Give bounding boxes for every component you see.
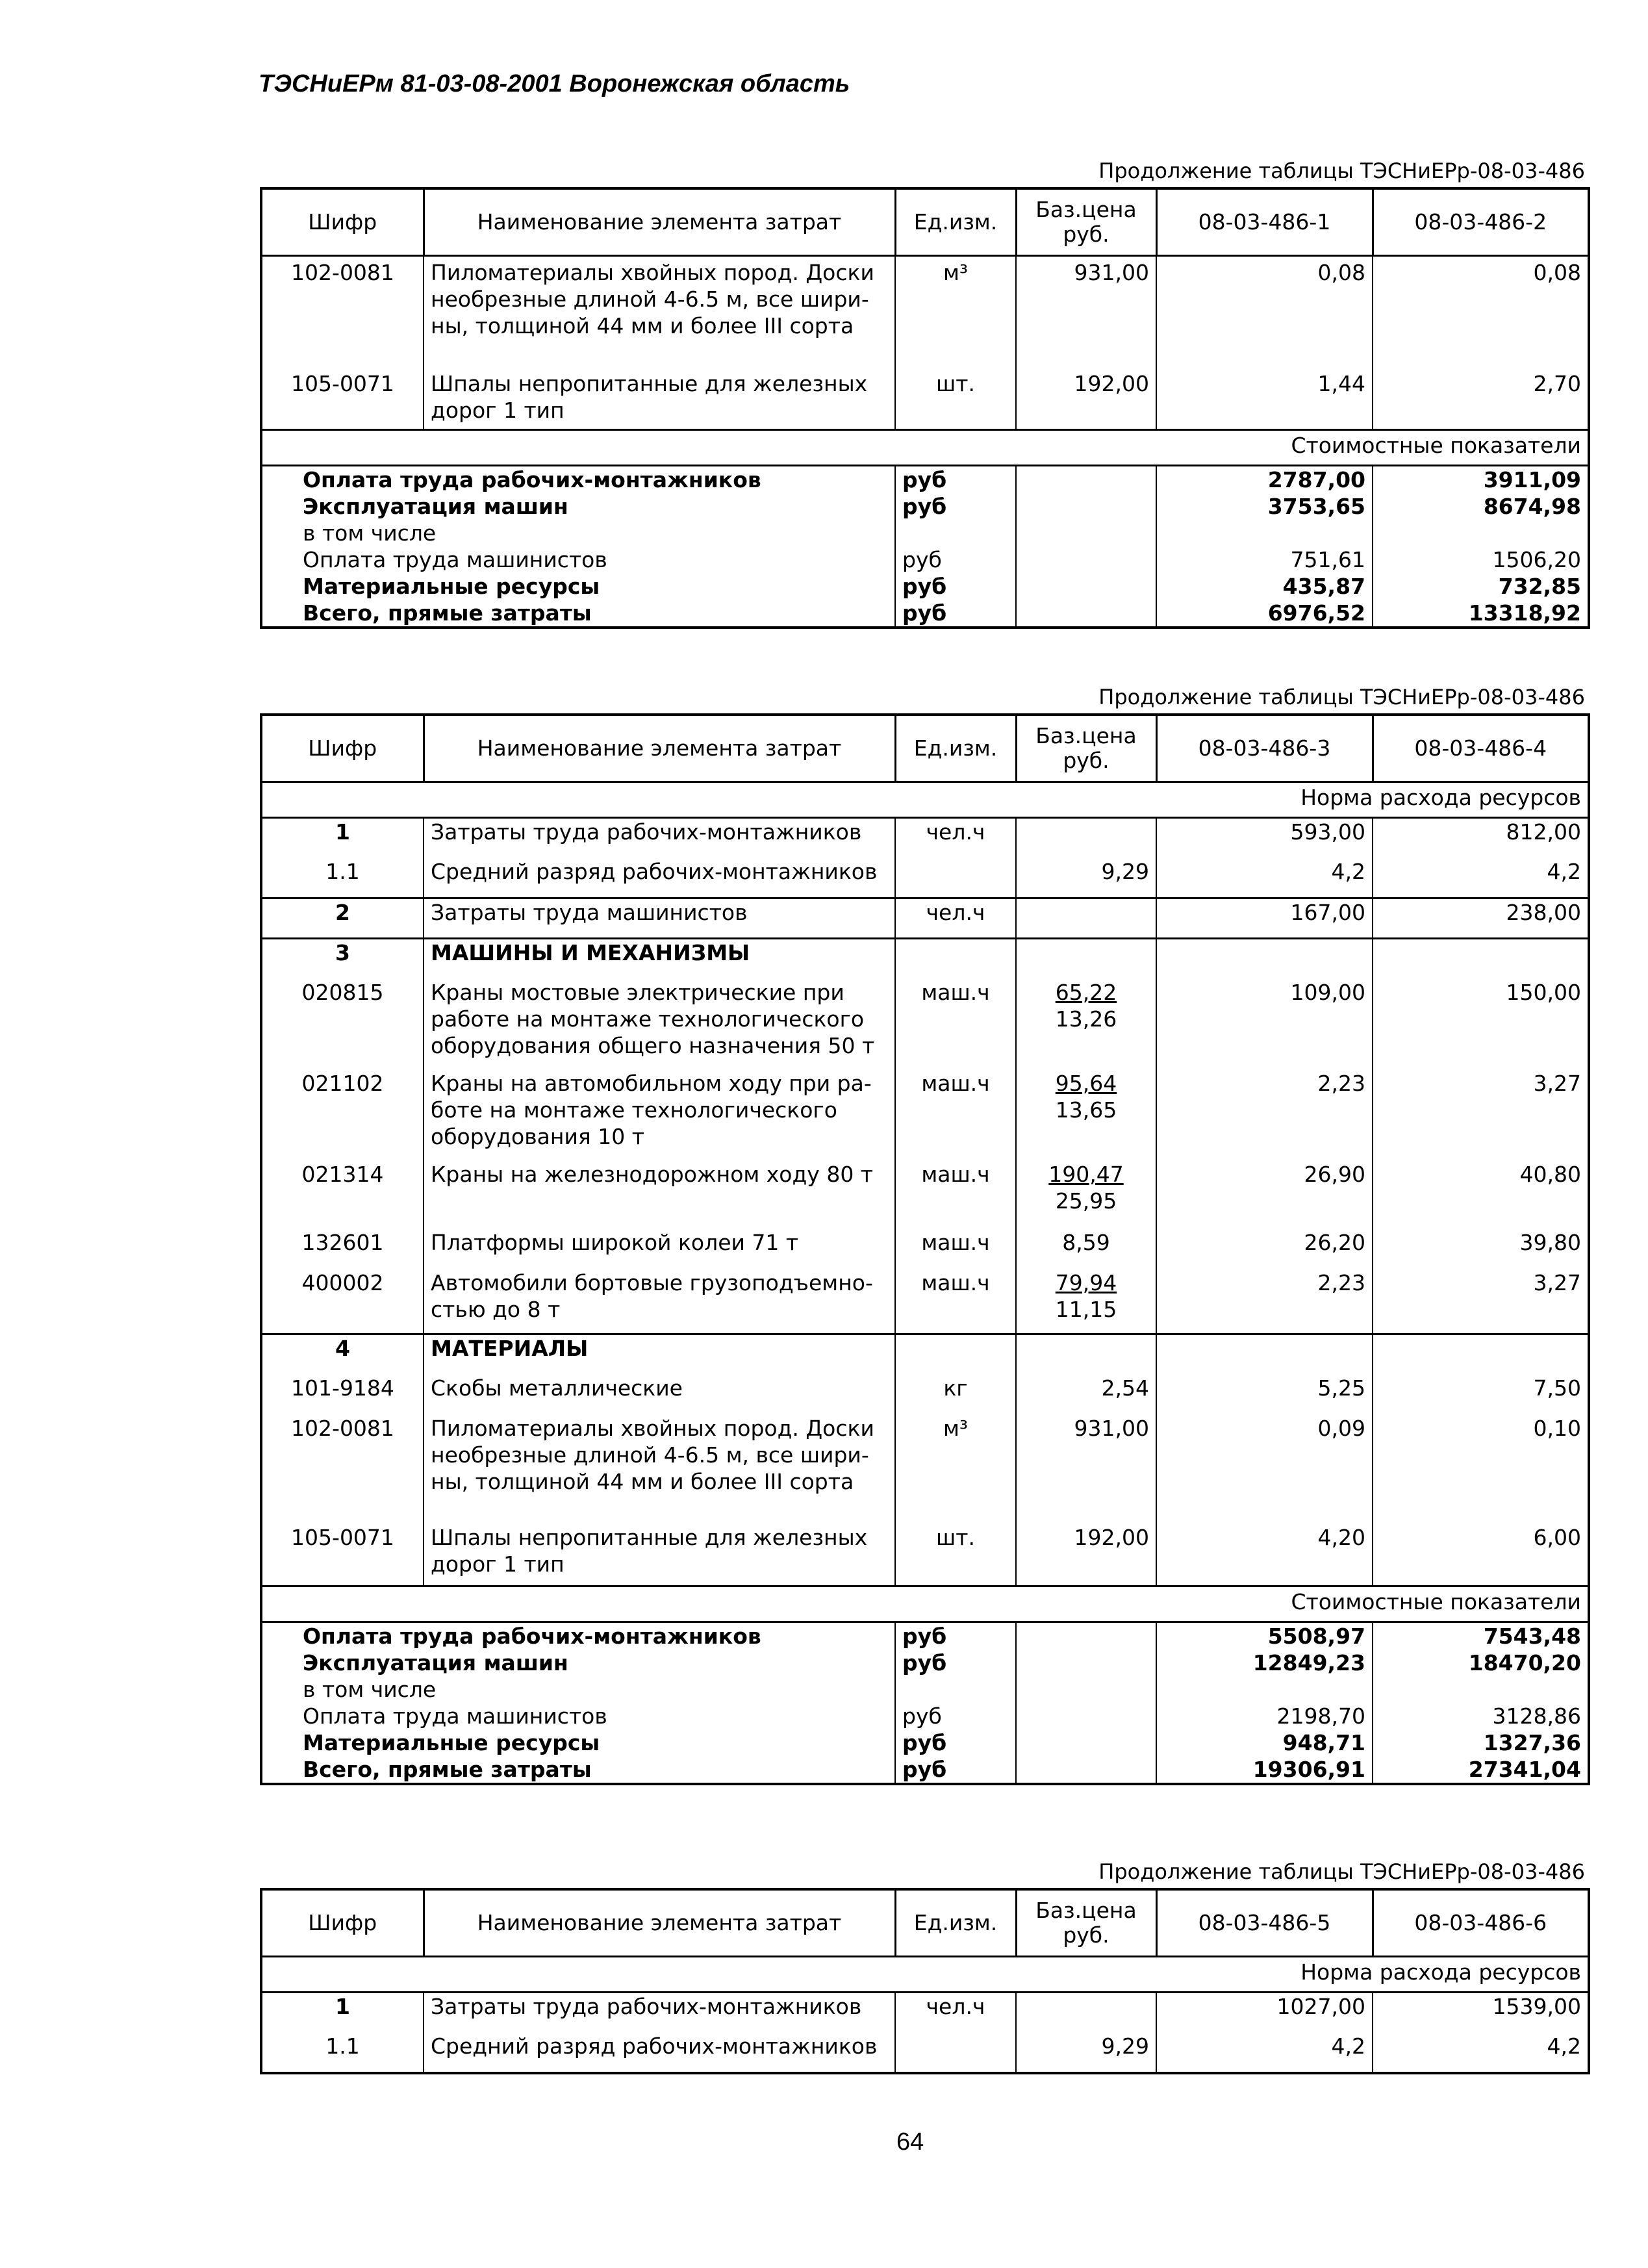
summary-row: [261, 1729, 1589, 1756]
row-code: 020815: [301, 979, 384, 1005]
row-code: 132601: [301, 1229, 384, 1255]
row-name: Пиломатериалы хвойных пород. Доски необрезные длиной 4-6.5 м, все шири- ны, толщиной 44 мм и более III сорта: [424, 256, 895, 370]
row-unit: чел.ч: [895, 898, 1016, 939]
row-value-a: 4,2: [1156, 2033, 1373, 2073]
resource-table-2: [260, 713, 1590, 1785]
column-header-price: Баз.цена руб.: [1016, 1889, 1156, 1957]
section-heading-row: [261, 1334, 1589, 1375]
row-code: 1: [261, 1993, 424, 2033]
table-continuation-caption: Продолжение таблицы ТЭСНиЕРр-08-03-486: [1098, 685, 1585, 709]
row-value-a: 26,20: [1156, 1229, 1373, 1269]
row-code: 105-0071: [291, 370, 394, 396]
summary-unit: руб: [895, 573, 1016, 600]
row-value-a: 5,25: [1156, 1375, 1373, 1415]
table-row: [261, 1229, 1589, 1269]
table-row: [261, 1375, 1589, 1415]
row-code: 102-0081: [291, 1415, 394, 1441]
summary-price: [1016, 1729, 1156, 1756]
summary-value-b: 1327,36: [1373, 1729, 1589, 1756]
column-header-unit: Ед.изм.: [895, 1889, 1016, 1957]
column-header-code-b: 08-03-486-4: [1373, 715, 1589, 782]
summary-unit: руб: [895, 546, 1016, 573]
row-code: 4: [261, 1334, 424, 1375]
row-name: Краны на автомобильном ходу при ра- боте на монтаже технологического оборудования 10 т: [424, 1070, 895, 1161]
row-value-b: 812,00: [1373, 818, 1589, 858]
row-name: Средний разряд рабочих-монтажников: [424, 858, 895, 898]
row-name: МАТЕРИАЛЫ: [424, 1334, 895, 1375]
row-code: 1: [261, 818, 424, 858]
summary-price: [1016, 1622, 1156, 1650]
column-header-code: Шифр: [261, 715, 424, 782]
column-header-code-a: 08-03-486-5: [1156, 1889, 1373, 1957]
row-value-b: 6,00: [1373, 1524, 1589, 1586]
row-name: Автомобили бортовые грузоподъемно- стью до 8 т: [424, 1269, 895, 1334]
row-value-a: 0,08: [1156, 256, 1373, 370]
table-row: [261, 2033, 1589, 2073]
row-name: Скобы металлические: [424, 1375, 895, 1415]
summary-row: [261, 1703, 1589, 1729]
summary-label: в том числе: [303, 1677, 437, 1702]
row-value-b: 4,2: [1373, 2033, 1589, 2073]
summary-unit: [895, 520, 1016, 546]
section-band-row: [261, 782, 1589, 818]
summary-value-a: 948,71: [1156, 1729, 1373, 1756]
section-heading-row: [261, 939, 1589, 979]
row-value-b: 3,27: [1373, 1070, 1589, 1161]
summary-value-a: [1156, 1676, 1373, 1703]
column-header-code-b: 08-03-486-2: [1373, 188, 1589, 256]
row-value-a: 26,90: [1156, 1161, 1373, 1229]
summary-value-a: 12849,23: [1156, 1650, 1373, 1676]
summary-value-a: 3753,65: [1156, 493, 1373, 520]
row-unit: [895, 939, 1016, 979]
row-price: 931,00: [1016, 256, 1156, 370]
table-row: [261, 898, 1589, 939]
row-price: 192,00: [1016, 370, 1156, 430]
column-header-price: Баз.цена руб.: [1016, 188, 1156, 256]
row-price: 95,64 13,65: [1016, 1070, 1156, 1161]
row-price: 8,59: [1016, 1229, 1156, 1269]
summary-value-a: 2198,70: [1156, 1703, 1373, 1729]
row-name: Краны мостовые электрические при работе на монтаже технологического оборудования общего назначения 50 т: [424, 979, 895, 1070]
summary-value-b: 8674,98: [1373, 493, 1589, 520]
resource-table-1: [260, 187, 1590, 629]
row-value-a: 593,00: [1156, 818, 1373, 858]
row-name: Шпалы непропитанные для железных дорог 1 тип: [424, 370, 895, 430]
summary-value-b: [1373, 520, 1589, 546]
summary-label: Эксплуатация машин: [303, 494, 568, 519]
summary-value-b: 27341,04: [1373, 1756, 1589, 1784]
row-price: [1016, 1993, 1156, 2033]
summary-value-b: 13318,92: [1373, 600, 1589, 628]
summary-row: [261, 520, 1589, 546]
summary-row: [261, 466, 1589, 494]
row-code: 102-0081: [291, 260, 394, 285]
row-name: Затраты труда рабочих-монтажников: [424, 1993, 895, 2033]
column-header-code-a: 08-03-486-1: [1156, 188, 1373, 256]
summary-unit: [895, 1676, 1016, 1703]
summary-unit: руб: [895, 466, 1016, 494]
summary-value-b: 7543,48: [1373, 1622, 1589, 1650]
column-header-name: Наименование элемента затрат: [424, 715, 895, 782]
row-code: 2: [261, 898, 424, 939]
norm-label: Норма расхода ресурсов: [261, 1957, 1589, 1993]
summary-row: [261, 1756, 1589, 1784]
row-code: 105-0071: [291, 1524, 394, 1550]
row-unit: [895, 2033, 1016, 2073]
column-header-name: Наименование элемента затрат: [424, 1889, 895, 1957]
row-price: 9,29: [1016, 858, 1156, 898]
summary-label: Оплата труда рабочих-монтажников: [261, 1622, 895, 1650]
column-header-code-b: 08-03-486-6: [1373, 1889, 1589, 1957]
row-price: 931,00: [1016, 1415, 1156, 1524]
table-row: [261, 256, 1589, 370]
column-header-name: Наименование элемента затрат: [424, 188, 895, 256]
row-price: 190,47 25,95: [1016, 1161, 1156, 1229]
row-code: 3: [261, 939, 424, 979]
row-unit: шт.: [895, 370, 1016, 430]
summary-value-b: 732,85: [1373, 573, 1589, 600]
summary-row: [261, 546, 1589, 573]
row-value-b: 238,00: [1373, 898, 1589, 939]
row-code: 101-9184: [291, 1375, 394, 1401]
row-code: 1.1: [325, 2033, 360, 2059]
row-name: Краны на железнодорожном ходу 80 т: [424, 1161, 895, 1229]
row-name: Затраты труда рабочих-монтажников: [424, 818, 895, 858]
document-title: ТЭСНиЕРм 81-03-08-2001 Воронежская область: [259, 70, 850, 97]
column-header-price: Баз.цена руб.: [1016, 715, 1156, 782]
row-code: 021102: [301, 1070, 384, 1096]
section-band-row: [261, 1586, 1589, 1622]
summary-label: Оплата труда рабочих-монтажников: [261, 466, 895, 494]
row-unit: чел.ч: [895, 818, 1016, 858]
row-price: 65,22 13,26: [1016, 979, 1156, 1070]
row-value-b: 1539,00: [1373, 1993, 1589, 2033]
row-unit: маш.ч: [895, 979, 1016, 1070]
summary-label: в том числе: [303, 520, 437, 546]
summary-label: Всего, прямые затраты: [303, 600, 592, 626]
row-price: [1016, 818, 1156, 858]
summary-price: [1016, 573, 1156, 600]
summary-price: [1016, 466, 1156, 494]
summary-row: [261, 573, 1589, 600]
row-value-a: [1156, 1334, 1373, 1375]
row-value-b: 150,00: [1373, 979, 1589, 1070]
row-value-a: 2,23: [1156, 1070, 1373, 1161]
summary-label: Материальные ресурсы: [303, 574, 600, 599]
summary-value-b: [1373, 1676, 1589, 1703]
row-value-a: 109,00: [1156, 979, 1373, 1070]
column-header-unit: Ед.изм.: [895, 188, 1016, 256]
table-row: [261, 1070, 1589, 1161]
summary-price: [1016, 1676, 1156, 1703]
row-value-b: 4,2: [1373, 858, 1589, 898]
summary-label: Эксплуатация машин: [303, 1650, 568, 1676]
row-value-b: 0,10: [1373, 1415, 1589, 1524]
row-value-a: 1027,00: [1156, 1993, 1373, 2033]
section-band-row: [261, 430, 1589, 466]
table-row: [261, 1161, 1589, 1229]
summary-price: [1016, 1650, 1156, 1676]
table-header-row: [261, 1889, 1589, 1957]
summary-price: [1016, 520, 1156, 546]
row-unit: шт.: [895, 1524, 1016, 1586]
summary-price: [1016, 546, 1156, 573]
row-value-b: 2,70: [1373, 370, 1589, 430]
summary-price: [1016, 493, 1156, 520]
table-row: [261, 1993, 1589, 2033]
row-value-b: [1373, 1334, 1589, 1375]
row-name: Пиломатериалы хвойных пород. Доски необрезные длиной 4-6.5 м, все шири- ны, толщиной 44 мм и более III сорта: [424, 1415, 895, 1524]
summary-label: Всего, прямые затраты: [303, 1757, 592, 1782]
column-header-unit: Ед.изм.: [895, 715, 1016, 782]
row-value-b: 39,80: [1373, 1229, 1589, 1269]
summary-unit: руб: [895, 1729, 1016, 1756]
summary-row: [261, 493, 1589, 520]
summary-unit: руб: [895, 1650, 1016, 1676]
summary-unit: руб: [895, 493, 1016, 520]
summary-unit: руб: [895, 1622, 1016, 1650]
row-value-b: 40,80: [1373, 1161, 1589, 1229]
table-header-row: [261, 188, 1589, 256]
cost-indicators-label: Стоимостные показатели: [261, 430, 1589, 466]
summary-unit: руб: [895, 1756, 1016, 1784]
summary-value-b: 18470,20: [1373, 1650, 1589, 1676]
row-unit: кг: [895, 1375, 1016, 1415]
table-row: [261, 370, 1589, 430]
summary-value-a: 6976,52: [1156, 600, 1373, 628]
row-value-a: 4,2: [1156, 858, 1373, 898]
norm-label: Норма расхода ресурсов: [261, 782, 1589, 818]
row-name: Затраты труда машинистов: [424, 898, 895, 939]
row-unit: [895, 1334, 1016, 1375]
row-unit: м³: [895, 1415, 1016, 1524]
summary-value-b: 1506,20: [1373, 546, 1589, 573]
row-value-a: 1,44: [1156, 370, 1373, 430]
table-row: [261, 979, 1589, 1070]
table-row: [261, 1415, 1589, 1524]
column-header-code-a: 08-03-486-3: [1156, 715, 1373, 782]
summary-value-a: [1156, 520, 1373, 546]
row-value-a: 2,23: [1156, 1269, 1373, 1334]
summary-unit: руб: [895, 600, 1016, 628]
table-continuation-caption: Продолжение таблицы ТЭСНиЕРр-08-03-486: [1098, 1859, 1585, 1884]
row-value-b: [1373, 939, 1589, 979]
row-price: 79,94 11,15: [1016, 1269, 1156, 1334]
row-value-a: 4,20: [1156, 1524, 1373, 1586]
row-code: 400002: [301, 1269, 384, 1295]
row-value-a: 0,09: [1156, 1415, 1373, 1524]
row-value-b: 0,08: [1373, 256, 1589, 370]
summary-value-b: 3911,09: [1373, 466, 1589, 494]
table-header-row: [261, 715, 1589, 782]
row-name: МАШИНЫ И МЕХАНИЗМЫ: [424, 939, 895, 979]
resource-table-3: [260, 1888, 1590, 2074]
row-name: Платформы широкой колеи 71 т: [424, 1229, 895, 1269]
summary-unit: руб: [895, 1703, 1016, 1729]
table-row: [261, 818, 1589, 858]
row-value-b: 3,27: [1373, 1269, 1589, 1334]
summary-value-a: 5508,97: [1156, 1622, 1373, 1650]
summary-label: Материальные ресурсы: [303, 1730, 600, 1755]
row-price: [1016, 939, 1156, 979]
row-price: 2,54: [1016, 1375, 1156, 1415]
column-header-code: Шифр: [261, 1889, 424, 1957]
row-unit: маш.ч: [895, 1269, 1016, 1334]
cost-indicators-label: Стоимостные показатели: [261, 1586, 1589, 1622]
table-row: [261, 1269, 1589, 1334]
row-price: 9,29: [1016, 2033, 1156, 2073]
section-band-row: [261, 1957, 1589, 1993]
row-price: [1016, 1334, 1156, 1375]
row-price: [1016, 898, 1156, 939]
row-unit: [895, 858, 1016, 898]
summary-price: [1016, 1756, 1156, 1784]
row-code: 1.1: [325, 858, 360, 884]
row-name: Шпалы непропитанные для железных дорог 1 тип: [424, 1524, 895, 1586]
row-unit: чел.ч: [895, 1993, 1016, 2033]
row-name: Средний разряд рабочих-монтажников: [424, 2033, 895, 2073]
summary-label: Оплата труда машинистов: [303, 1703, 607, 1729]
summary-row: [261, 1676, 1589, 1703]
table-row: [261, 1524, 1589, 1586]
summary-row: [261, 1622, 1589, 1650]
table-continuation-caption: Продолжение таблицы ТЭСНиЕРр-08-03-486: [1098, 159, 1585, 183]
summary-price: [1016, 600, 1156, 628]
row-value-b: 7,50: [1373, 1375, 1589, 1415]
summary-value-a: 435,87: [1156, 573, 1373, 600]
summary-value-b: 3128,86: [1373, 1703, 1589, 1729]
summary-value-a: 751,61: [1156, 546, 1373, 573]
table-row: [261, 858, 1589, 898]
column-header-code: Шифр: [261, 188, 424, 256]
row-unit: маш.ч: [895, 1070, 1016, 1161]
summary-row: [261, 600, 1589, 628]
summary-row: [261, 1650, 1589, 1676]
page-number: 64: [896, 2128, 924, 2156]
row-unit: маш.ч: [895, 1161, 1016, 1229]
row-unit: маш.ч: [895, 1229, 1016, 1269]
row-unit: м³: [895, 256, 1016, 370]
row-value-a: 167,00: [1156, 898, 1373, 939]
row-value-a: [1156, 939, 1373, 979]
row-price: 192,00: [1016, 1524, 1156, 1586]
summary-label: Оплата труда машинистов: [303, 547, 607, 572]
summary-value-a: 2787,00: [1156, 466, 1373, 494]
row-code: 021314: [301, 1161, 384, 1187]
summary-price: [1016, 1703, 1156, 1729]
summary-value-a: 19306,91: [1156, 1756, 1373, 1784]
